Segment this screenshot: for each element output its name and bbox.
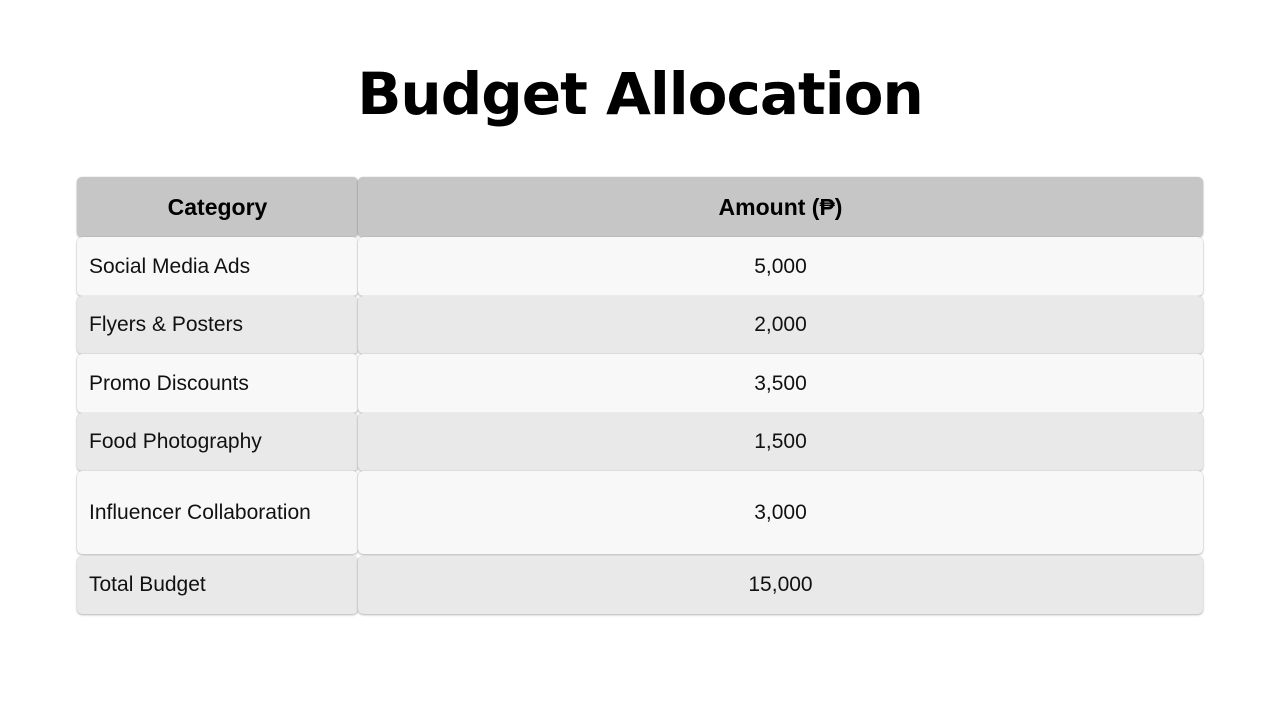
total-label-cell: Total Budget <box>77 556 358 614</box>
table-row <box>77 413 1203 471</box>
table-row <box>77 471 1203 554</box>
budget-table <box>77 177 1203 614</box>
total-amount-cell: 15,000 <box>358 556 1203 614</box>
column-header-amount: Amount (₱) <box>358 177 1203 237</box>
table-header-row <box>77 177 1203 237</box>
amount-cell: 3,500 <box>358 354 1203 413</box>
category-cell: Social Media Ads <box>77 237 358 296</box>
category-cell: Influencer Collaboration <box>77 471 358 554</box>
table-row <box>77 237 1203 296</box>
amount-cell: 1,500 <box>358 413 1203 471</box>
total-row <box>77 556 1203 614</box>
table-row <box>77 354 1203 413</box>
amount-cell: 5,000 <box>358 237 1203 296</box>
amount-cell: 3,000 <box>358 471 1203 554</box>
amount-cell: 2,000 <box>358 296 1203 354</box>
page-title: Budget Allocation <box>357 60 923 128</box>
category-cell: Flyers & Posters <box>77 296 358 354</box>
category-cell: Promo Discounts <box>77 354 358 413</box>
column-header-category: Category <box>77 177 358 237</box>
table-row <box>77 296 1203 354</box>
category-cell: Food Photography <box>77 413 358 471</box>
